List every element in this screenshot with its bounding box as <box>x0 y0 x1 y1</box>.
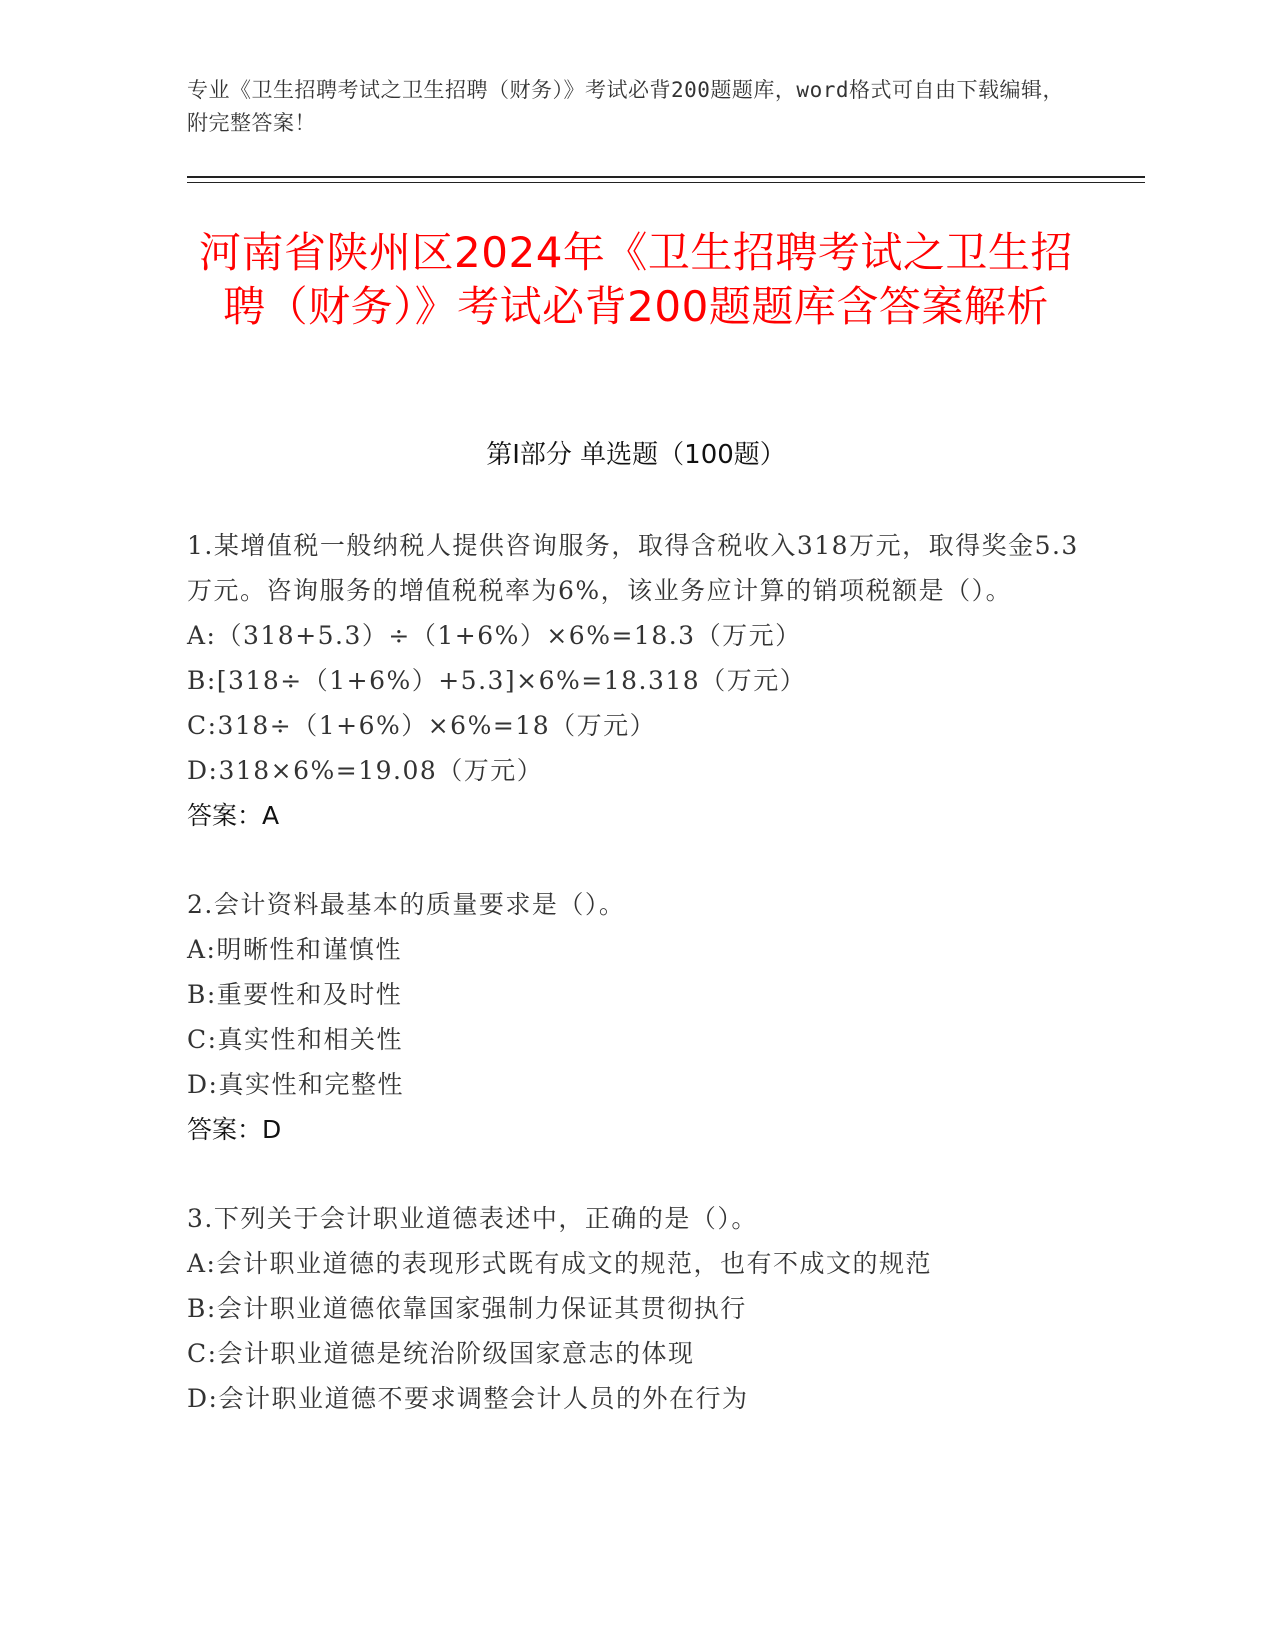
option-c: C:真实性和相关性 <box>187 1025 404 1054</box>
section-heading: 第Ⅰ部分 单选题（100题） <box>486 440 786 470</box>
option-c: C:会计职业道德是统治阶级国家意志的体现 <box>187 1339 695 1368</box>
question-2 <box>187 882 1087 1152</box>
answer-line: 答案：A <box>187 801 280 830</box>
option-c: C:318÷（1+6%）×6%=18（万元） <box>187 711 657 740</box>
answer-line: 答案：D <box>187 1115 282 1144</box>
header-note: 专业《卫生招聘考试之卫生招聘（财务）》考试必背200题题库，word格式可自由下载编辑，附完整答案！ <box>187 78 1064 135</box>
document-title: 河南省陕州区2024年《卫生招聘考试之卫生招聘（财务）》考试必背200题题库含答案解析 <box>199 228 1073 331</box>
header-divider-thick <box>187 176 1145 178</box>
option-a: A:（318+5.3）÷（1+6%）×6%=18.3（万元） <box>187 621 802 650</box>
question-list <box>187 523 1087 1465</box>
question-1 <box>187 523 1087 838</box>
option-d: D:318×6%=19.08（万元） <box>187 756 544 785</box>
option-d: D:真实性和完整性 <box>187 1070 404 1099</box>
question-3 <box>187 1196 1087 1421</box>
question-stem: 1.某增值税一般纳税人提供咨询服务，取得含税收入318万元，取得奖金5.3万元。咨询服务的增值税税率为6%，该业务应计算的销项税额是（）。 <box>187 531 1079 605</box>
option-b: B:重要性和及时性 <box>187 980 403 1009</box>
option-b: B:会计职业道德依靠国家强制力保证其贯彻执行 <box>187 1294 747 1323</box>
option-d: D:会计职业道德不要求调整会计人员的外在行为 <box>187 1384 749 1413</box>
question-stem: 3.下列关于会计职业道德表述中，正确的是（）。 <box>187 1204 758 1233</box>
option-a: A:明晰性和谨慎性 <box>187 935 402 964</box>
option-b: B:[318÷（1+6%）+5.3]×6%=18.318（万元） <box>187 666 807 695</box>
header-divider-thin <box>187 182 1145 183</box>
option-a: A:会计职业道德的表现形式既有成文的规范，也有不成文的规范 <box>187 1249 932 1278</box>
question-stem: 2.会计资料最基本的质量要求是（）。 <box>187 890 626 919</box>
